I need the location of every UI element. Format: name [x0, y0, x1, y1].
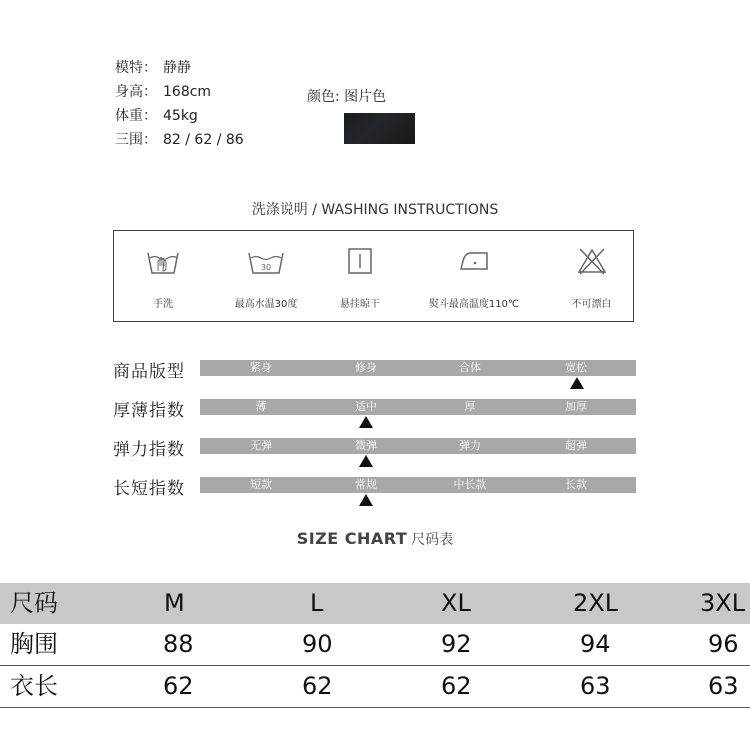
index-option: 紧身 — [250, 361, 272, 374]
table-cell: 88 — [163, 630, 194, 658]
wash-item-temp — [212, 231, 320, 323]
hand-wash-icon — [146, 247, 180, 277]
table-cell: 62 — [163, 672, 194, 700]
length-index-marker — [359, 494, 373, 506]
wash-item-label: 悬挂晾干 — [340, 299, 380, 310]
fit-index-marker — [570, 377, 584, 389]
length-index-bar — [200, 477, 636, 493]
wash-item-iron — [400, 231, 548, 323]
index-option: 加厚 — [565, 400, 587, 413]
model-weight-row — [115, 105, 198, 125]
color-swatch — [344, 113, 415, 144]
model-weight-value: 45kg — [163, 108, 198, 124]
wash-item-label: 不可漂白 — [571, 299, 612, 310]
table-cell: 63 — [580, 672, 611, 700]
table-cell: 63 — [708, 672, 739, 700]
table-row — [0, 624, 750, 666]
table-header-row — [0, 583, 750, 624]
index-option: 中长款 — [453, 478, 487, 491]
table-header-cell: 尺码 — [10, 589, 58, 617]
fit-index-label: 商品版型 — [113, 362, 185, 382]
model-height-value: 168cm — [163, 84, 212, 100]
elasticity-index-marker — [359, 455, 373, 467]
thickness-index-marker — [359, 416, 373, 428]
index-option: 薄 — [255, 400, 267, 413]
index-option: 微弹 — [355, 439, 377, 452]
iron-icon — [457, 247, 491, 273]
table-cell: 胸围 — [10, 630, 58, 658]
table-header-cell: L — [310, 589, 324, 617]
table-cell: 62 — [441, 672, 472, 700]
table-cell: 衣长 — [10, 672, 58, 700]
washing-title: 洗涤说明 / WASHING INSTRUCTIONS — [251, 202, 499, 218]
size-chart-title — [0, 529, 750, 549]
fit-index-bar — [200, 360, 636, 376]
index-option: 无弹 — [250, 439, 272, 452]
wash-item-bleach — [548, 231, 635, 323]
index-option: 厚 — [464, 400, 476, 413]
index-option: 常规 — [355, 478, 377, 491]
color-label: 颜色: 图片色 — [307, 89, 387, 105]
wash-item-label: 手洗 — [153, 299, 173, 310]
wash-item-hand — [114, 231, 212, 323]
length-index-label: 长短指数 — [113, 479, 185, 499]
table-cell: 92 — [441, 630, 472, 658]
model-name-label: 模特： — [115, 60, 157, 76]
model-name-value: 静静 — [163, 60, 191, 76]
model-height-row — [115, 81, 211, 101]
table-header-cell: 2XL — [573, 589, 619, 617]
no-bleach-icon — [577, 247, 607, 275]
elasticity-index-label: 弹力指数 — [113, 440, 185, 460]
table-cell: 96 — [708, 630, 739, 658]
model-measurements-label: 三围： — [115, 132, 157, 148]
elasticity-index-bar — [200, 438, 636, 454]
table-header-cell: XL — [441, 589, 471, 617]
index-option: 长款 — [565, 478, 587, 491]
model-measurements-value: 82 / 62 / 86 — [163, 132, 244, 148]
wash-30-icon — [247, 247, 285, 277]
thickness-index-label: 厚薄指数 — [113, 401, 185, 421]
table-header-cell: M — [164, 589, 185, 617]
hang-dry-icon — [347, 247, 373, 275]
index-option: 合体 — [459, 361, 481, 374]
table-cell: 90 — [302, 630, 333, 658]
index-option: 宽松 — [565, 361, 587, 374]
table-header-cell: 3XL — [700, 589, 746, 617]
model-height-label: 身高： — [115, 84, 157, 100]
table-cell: 62 — [302, 672, 333, 700]
index-option: 短款 — [250, 478, 272, 491]
wash-temp-text: 30 — [260, 263, 272, 272]
index-option: 适中 — [355, 400, 377, 413]
wash-item-label: 最高水温30度 — [234, 299, 298, 310]
washing-panel — [113, 230, 634, 322]
model-name-row — [115, 57, 191, 77]
table-row — [0, 666, 750, 708]
table-cell: 94 — [580, 630, 611, 658]
thickness-index-bar — [200, 399, 636, 415]
model-measurements-row — [115, 129, 244, 149]
model-weight-label: 体重： — [115, 108, 157, 124]
size-chart-title-en: SIZE CHART — [296, 529, 408, 548]
wash-item-hang — [320, 231, 400, 323]
index-option: 超弹 — [565, 439, 587, 452]
index-option: 弹力 — [459, 439, 481, 452]
wash-item-label: 熨斗最高温度110℃ — [428, 299, 520, 310]
size-chart-title-cn: 尺码表 — [411, 532, 454, 548]
index-option: 修身 — [355, 361, 377, 374]
